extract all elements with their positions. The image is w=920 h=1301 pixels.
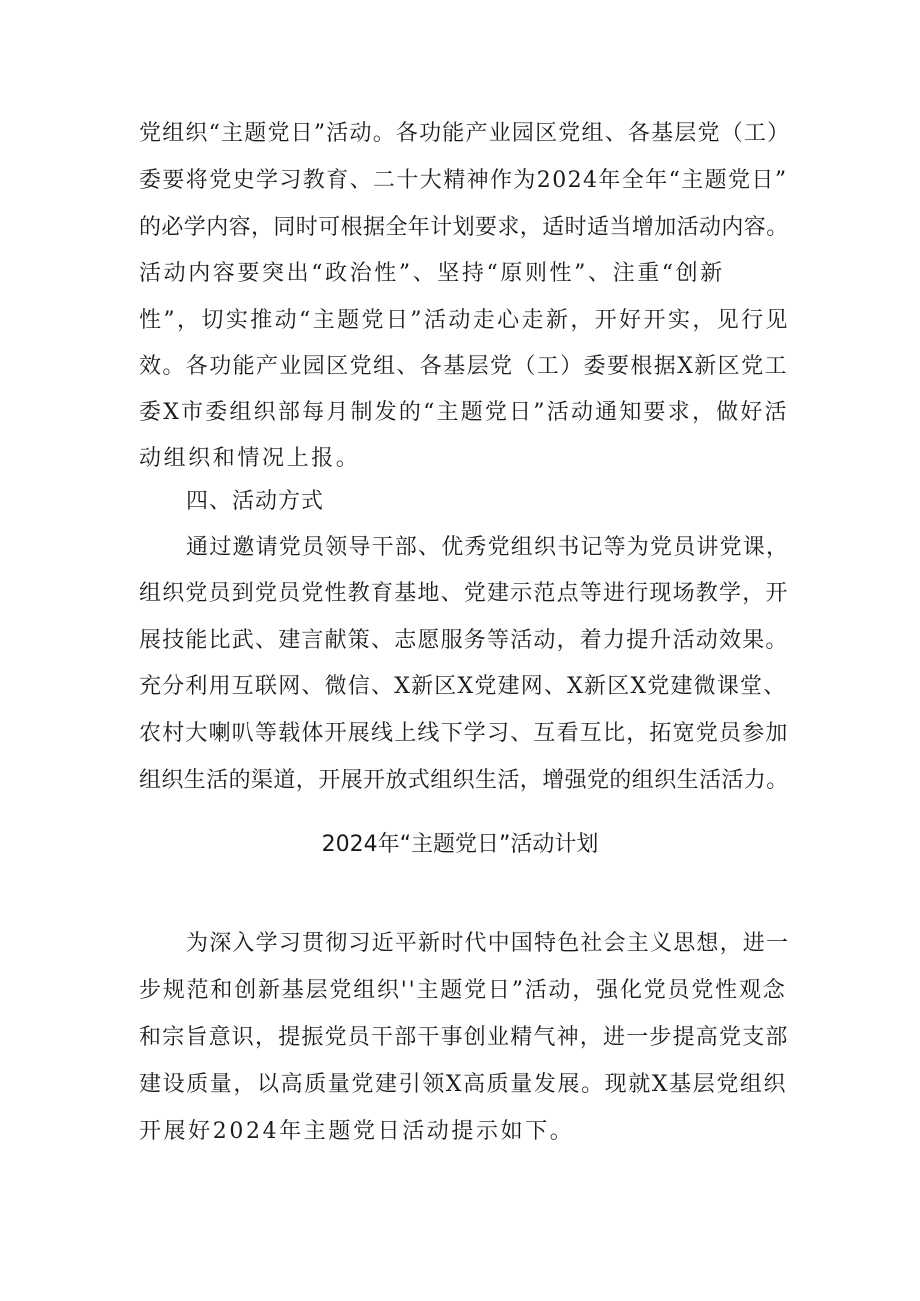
text-line: 性”，切实推动“主题党日”活动走心走新，开好开实，见行见 (139, 308, 790, 333)
text-line: 充分利用互联网、微信、X新区X党建网、X新区X党建微课堂、 (139, 674, 787, 699)
text-line: 的必学内容，同时可根据全年计划要求，适时适当增加活动内容。 (139, 215, 789, 240)
text-line: 农村大喇叭等载体开展线上线下学习、互看互比，拓宽党员参加 (139, 721, 789, 746)
text-line: 和宗旨意识，提振党员干部干事创业精气神，进一步提高党支部 (139, 1025, 789, 1050)
text-line: 开展好2024年主题党日活动提示如下。 (139, 1119, 575, 1144)
text-line: 组织生活的渠道，开展开放式组织生活，增强党的组织生活活力。 (139, 768, 789, 793)
text-line: 为深入学习贯彻习近平新时代中国特色社会主义思想，进一 (186, 931, 790, 956)
text-line: 活动内容要突出“政治性”、坚持“原则性”、注重“创新 (139, 261, 725, 286)
section-heading-activity-method: 四、活动方式 (186, 489, 325, 514)
text-line: 建设质量，以高质量党建引领X高质量发展。现就X基层党组织 (139, 1072, 788, 1097)
text-line: 展技能比武、建言献策、志愿服务等活动，着力提升活动效果。 (139, 628, 789, 653)
text-line: 效。各功能产业园区党组、各基层党（工）委要根据X新区党工 (139, 354, 788, 379)
text-line: 党组织“主题党日”活动。各功能产业园区党组、各基层党（工） (139, 121, 791, 146)
text-line: 动组织和情况上报。 (139, 446, 361, 471)
text-line: 委要将党史学习教育、二十大精神作为2024年全年“主题党日” (139, 168, 788, 193)
text-line: 通过邀请党员领导干部、优秀党组织书记等为党员讲党课， (186, 535, 790, 560)
text-line: 组织党员到党员党性教育基地、党建示范点等进行现场教学，开 (139, 581, 789, 606)
text-line: 委X市委组织部每月制发的“主题党日”活动通知要求，做好活 (139, 400, 789, 425)
text-line: 步规范和创新基层党组织''主题党日”活动，强化党员党性观念 (139, 978, 787, 1003)
document-title: 2024年“主题党日”活动计划 (321, 832, 599, 857)
